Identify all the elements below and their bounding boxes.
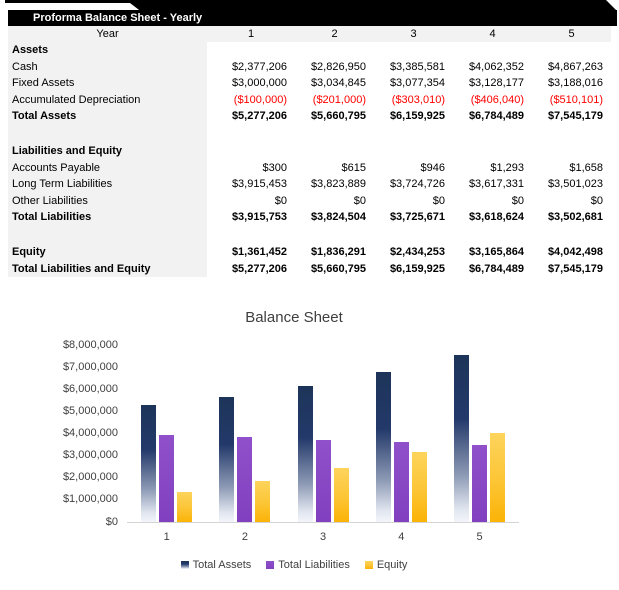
bar-equity <box>412 452 427 522</box>
cell-value[interactable] <box>207 225 295 244</box>
bar-total-liabilities <box>472 445 487 522</box>
table-row <box>8 209 611 225</box>
legend-swatch-icon <box>266 561 274 569</box>
row-label[interactable]: Year <box>8 26 207 42</box>
cell-value[interactable]: $300 <box>262 161 287 174</box>
cell-value[interactable]: $4,042,498 <box>547 246 603 259</box>
cell-value[interactable]: $3,077,354 <box>389 77 445 90</box>
x-axis-category-label: 4 <box>398 531 405 543</box>
cell-value[interactable]: $3,617,331 <box>468 178 524 191</box>
legend-label: Total Assets <box>192 559 252 571</box>
cell-value[interactable]: $6,159,925 <box>389 109 445 122</box>
cell-value[interactable] <box>295 42 374 58</box>
bar-equity <box>334 468 349 522</box>
cell-value[interactable] <box>374 225 453 244</box>
cell-value[interactable]: $2,377,206 <box>231 60 287 73</box>
cell-value[interactable]: $1,836,291 <box>310 246 366 259</box>
y-axis-tick-label: $6,000,000 <box>62 382 118 395</box>
bar-total-liabilities <box>394 442 409 522</box>
balance-sheet-table <box>8 26 611 277</box>
row-label[interactable]: Accumulated Depreciation <box>8 92 207 108</box>
cell-value[interactable] <box>453 42 532 58</box>
year-column-header[interactable]: 1 <box>247 28 255 40</box>
table-row <box>8 193 611 209</box>
table-row <box>8 261 611 277</box>
cell-value[interactable] <box>532 124 611 143</box>
cell-value[interactable]: $615 <box>341 161 366 174</box>
bar-equity <box>490 433 505 522</box>
y-axis-tick-label: $0 <box>105 515 118 528</box>
cell-value[interactable]: $3,188,016 <box>547 77 603 90</box>
cell-value[interactable]: $0 <box>353 194 366 207</box>
balance-sheet-chart <box>0 300 619 590</box>
legend-swatch-icon <box>365 561 373 569</box>
cell-value[interactable]: $3,502,681 <box>547 210 603 223</box>
cell-value[interactable] <box>532 42 611 58</box>
bar-total-liabilities <box>237 437 252 522</box>
bar-equity <box>177 492 192 522</box>
cell-value[interactable]: $4,062,352 <box>468 60 524 73</box>
bar-total-liabilities <box>316 440 331 522</box>
year-column-header[interactable]: 3 <box>410 28 417 40</box>
row-label[interactable]: Fixed Assets <box>8 75 207 91</box>
cell-value[interactable] <box>453 143 532 159</box>
table-row <box>8 75 611 91</box>
legend-swatch-icon <box>181 561 189 569</box>
cell-value[interactable]: $3,915,753 <box>231 210 287 223</box>
bar-equity <box>255 481 270 522</box>
cell-value[interactable]: $3,128,177 <box>468 77 524 90</box>
cell-value[interactable]: $946 <box>420 161 445 174</box>
table-row <box>8 143 611 159</box>
cell-value[interactable]: $6,159,925 <box>389 262 445 275</box>
cell-value[interactable]: $5,660,795 <box>310 109 366 122</box>
cell-value[interactable]: $6,784,489 <box>468 262 524 275</box>
row-label[interactable]: Accounts Payable <box>8 160 207 176</box>
x-axis-category-label: 1 <box>163 531 170 543</box>
cell-value[interactable] <box>207 124 295 143</box>
bar-total-assets <box>141 405 156 522</box>
row-label[interactable]: Total Liabilities <box>8 209 207 225</box>
x-axis-category-label: 2 <box>241 531 248 543</box>
cell-value[interactable] <box>374 124 453 143</box>
row-label[interactable]: Liabilities and Equity <box>8 143 207 159</box>
cell-value[interactable]: $1,361,452 <box>231 246 287 259</box>
cell-value[interactable]: $1,293 <box>490 161 524 174</box>
bar-total-assets <box>219 397 234 522</box>
cell-value[interactable]: $3,724,726 <box>389 178 445 191</box>
row-label[interactable] <box>8 225 207 244</box>
bar-total-liabilities <box>159 435 174 522</box>
table-row <box>8 124 611 143</box>
y-axis-tick-label: $4,000,000 <box>62 427 118 439</box>
cell-value[interactable]: $7,545,179 <box>547 262 603 275</box>
sheet-title: Proforma Balance Sheet - Yearly <box>33 12 203 24</box>
table-row <box>8 26 611 42</box>
cell-value[interactable] <box>295 124 374 143</box>
cell-value[interactable]: $3,618,624 <box>468 210 524 223</box>
row-label[interactable]: Total Assets <box>8 108 207 124</box>
bar-total-assets <box>376 372 391 522</box>
cell-value[interactable]: $2,826,950 <box>310 60 366 73</box>
cell-value[interactable]: $4,867,263 <box>547 60 603 73</box>
legend-label: Equity <box>376 559 408 571</box>
y-axis-tick-label: $5,000,000 <box>62 404 118 417</box>
cell-value[interactable]: ($406,040) <box>470 93 524 106</box>
bar-total-assets <box>298 386 313 522</box>
cell-value[interactable]: $3,824,504 <box>310 210 366 223</box>
cell-value[interactable] <box>207 42 295 58</box>
row-label[interactable]: Assets <box>8 42 207 58</box>
cell-value[interactable] <box>295 225 374 244</box>
cell-value[interactable]: $3,725,671 <box>389 210 445 223</box>
row-label[interactable]: Total Liabilities and Equity <box>8 261 207 277</box>
cell-value[interactable]: $5,660,795 <box>310 262 366 275</box>
legend-item <box>181 559 252 571</box>
cell-value[interactable]: $5,277,206 <box>231 109 287 122</box>
x-axis-category-label: 5 <box>476 531 483 543</box>
cell-value[interactable]: $6,784,489 <box>468 109 524 122</box>
cell-value[interactable] <box>532 143 611 159</box>
chart-title: Balance Sheet <box>245 309 343 326</box>
year-column-header[interactable]: 2 <box>331 28 338 40</box>
legend-item <box>365 559 408 571</box>
row-label[interactable] <box>8 124 207 143</box>
cell-value[interactable]: $5,277,206 <box>231 262 287 275</box>
cell-value[interactable]: $0 <box>274 194 287 207</box>
cell-value[interactable]: $3,915,453 <box>231 178 287 191</box>
year-column-header[interactable]: 4 <box>489 28 496 40</box>
legend-item <box>266 559 350 571</box>
chart-plot-area <box>127 345 519 523</box>
cell-value[interactable]: ($510,101) <box>549 93 603 106</box>
row-label[interactable]: Long Term Liabilities <box>8 176 207 192</box>
cell-value[interactable]: ($100,000) <box>233 93 287 106</box>
cell-value[interactable]: $3,034,845 <box>310 77 366 90</box>
cell-value[interactable] <box>374 42 453 58</box>
row-label[interactable]: Other Liabilities <box>8 193 207 209</box>
cell-value[interactable]: $0 <box>511 194 524 207</box>
cell-value[interactable]: $3,165,864 <box>468 246 524 259</box>
table-row <box>8 225 611 244</box>
cell-value[interactable]: $0 <box>590 194 603 207</box>
cell-value[interactable] <box>374 143 453 159</box>
row-label[interactable]: Cash <box>8 59 207 75</box>
table-row <box>8 92 611 108</box>
cell-value[interactable] <box>453 124 532 143</box>
cell-value[interactable]: $3,385,581 <box>389 60 445 73</box>
table-row <box>8 108 611 124</box>
cell-value[interactable]: $3,501,023 <box>547 178 603 191</box>
cell-value[interactable] <box>453 225 532 244</box>
cell-value[interactable]: $3,823,889 <box>310 178 366 191</box>
legend-label: Total Liabilities <box>278 559 350 571</box>
year-column-header[interactable]: 5 <box>568 28 575 40</box>
cell-value[interactable] <box>295 143 374 159</box>
cell-value[interactable] <box>207 143 295 159</box>
y-axis-tick-label: $2,000,000 <box>62 471 118 484</box>
y-axis-tick-label: $1,000,000 <box>62 493 118 506</box>
table-row <box>8 42 611 58</box>
chart-legend <box>0 559 588 571</box>
cell-value[interactable]: $1,658 <box>569 161 603 174</box>
cell-value[interactable]: $3,000,000 <box>231 77 287 90</box>
cell-value[interactable]: ($201,000) <box>312 93 366 106</box>
x-axis-category-label: 3 <box>320 531 327 543</box>
title-banner <box>0 0 619 28</box>
y-axis-tick-label: $3,000,000 <box>62 449 118 462</box>
table-row <box>8 244 611 260</box>
bar-total-assets <box>454 355 469 522</box>
cell-value[interactable]: $7,545,179 <box>547 109 603 122</box>
cell-value[interactable]: ($303,010) <box>391 93 445 106</box>
table-row <box>8 160 611 176</box>
y-axis-tick-label: $7,000,000 <box>62 360 118 373</box>
cell-value[interactable]: $0 <box>432 194 445 207</box>
table-row <box>8 176 611 192</box>
row-label[interactable]: Equity <box>8 244 207 260</box>
cell-value[interactable] <box>532 225 611 244</box>
table-row <box>8 59 611 75</box>
cell-value[interactable]: $2,434,253 <box>389 246 445 259</box>
y-axis-tick-label: $8,000,000 <box>62 338 118 351</box>
